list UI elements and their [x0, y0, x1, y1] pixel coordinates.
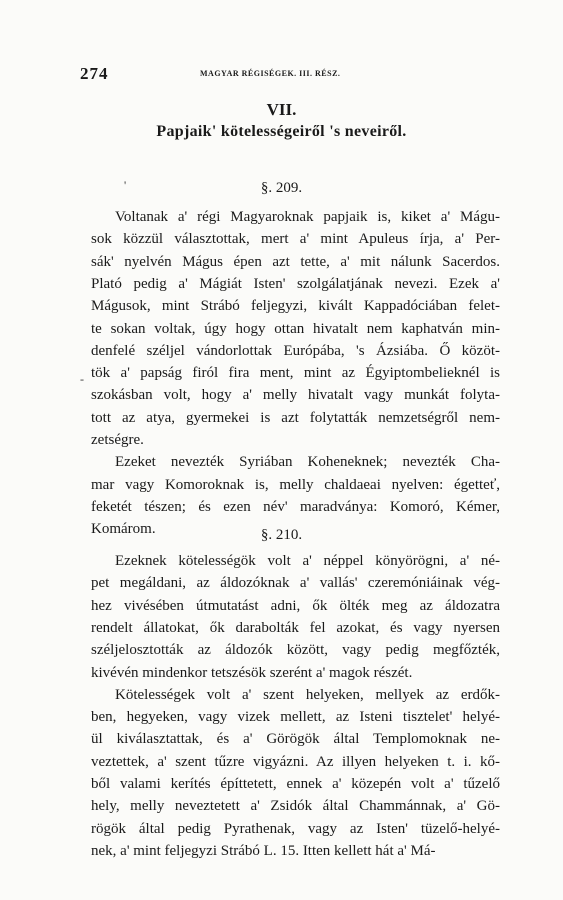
text-line: széljelosztották az áldozók között, vagy pedig megfőzték, [91, 642, 500, 659]
text-line: rendelt állatokat, ők darabolták fel azokat, és vagy nyersen [91, 619, 500, 636]
text-line: tök a' papság firól fira ment, mint az Égyiptombelieknél is [91, 365, 500, 382]
text-line: mar vagy Komoroknak is, melly chaldaeai nyelven: égetteť, [91, 476, 500, 493]
text-line: zetségre. [91, 432, 144, 448]
text-line: kivévén mindenkor tetszésök szerént a' magok részét. [91, 664, 413, 681]
text-line: Ezeket nevezték Syriában Koheneknek; nevezték Cha- [115, 454, 500, 471]
chapter-number: VII. [266, 100, 297, 119]
text-line: szokásban volt, hogy a' melly hivatalt vagy munkát folyta- [91, 387, 500, 404]
text-line: te sokan voltak, úgy hogy ottan hivatalt nem kaphatván min- [91, 320, 500, 337]
stray-mark: - [80, 372, 84, 386]
text-line: Kötelességek volt a' szent helyeken, mellyek az erdők- [115, 686, 500, 703]
page-number: 274 [80, 64, 109, 83]
text-line: tott az atya, gyermekei is azt folytatták nemzetségről nem- [91, 409, 500, 426]
text-line: rögök által pedig Pyrathenak, vagy az Isten' tüzelő-helyé- [91, 820, 500, 837]
text-line: Plató pedig a' Mágiát Isten' szolgálatjának nevezi. Ezek a' [91, 275, 500, 292]
stray-mark: ' [124, 178, 127, 192]
chapter-title: Papjaik' kötelességeiről 's neveiről. [156, 123, 407, 140]
text-line: sok közzül választottak, mert a' mint Apuleus írja, a' Per- [91, 231, 500, 248]
text-line: denfelé széljel vándorlottak Európába, 's Ázsiába. Ő közöt- [91, 342, 500, 359]
text-line: nek, a' mint feljegyzi Strábó L. 15. Itten kellett hát a' Má- [91, 842, 436, 859]
text-line: ül kiválasztattak, és a' Görögök által Templomoknak ne- [91, 731, 500, 748]
section-heading: §. 210. [260, 527, 303, 543]
text-line: ben, hegyeken, vagy vizek mellett, az Isteni tisztelet' helyé- [91, 709, 500, 726]
running-head: MAGYAR RÉGISÉGEK. III. RÉSZ. [200, 69, 341, 78]
text-line: pet megáldani, az áldozóknak a' vallás' czeremóniáinak vég- [91, 575, 500, 592]
text-line: sák' nyelvén Mágus épen azt tette, a' mit nálunk Sacerdos. [91, 253, 500, 270]
text-line: Komárom. [91, 521, 156, 538]
text-line: Ezeknek kötelességök volt a' néppel könyörögni, a' né- [115, 553, 500, 569]
section-heading: §. 209. [260, 180, 303, 196]
text-line: hely, melly neveztetett a' Zsidók által Chammánnak, a' Gö- [91, 798, 500, 815]
page-header [80, 64, 520, 84]
text-line: feketét tészen; és ezen név' maradványa: Komoró, Kémer, [91, 498, 500, 515]
text-line: Mágusok, mint Strábó feljegyzi, kivált Kappadóciában felet- [91, 298, 500, 315]
text-line: ből valami kerítés építtetett, ennek a' közepén volt a' tűzelő [91, 776, 500, 792]
text-line: veztettek, a' szent tűzre vigyázni. Az illyen helyeken t. i. kő- [91, 753, 500, 770]
text-line: Voltanak a' régi Magyaroknak papjaik is, kiket a' Mágu- [115, 209, 500, 225]
text-line: hez vivésében útmutatást adni, ők ölték meg az áldozatra [91, 597, 500, 614]
